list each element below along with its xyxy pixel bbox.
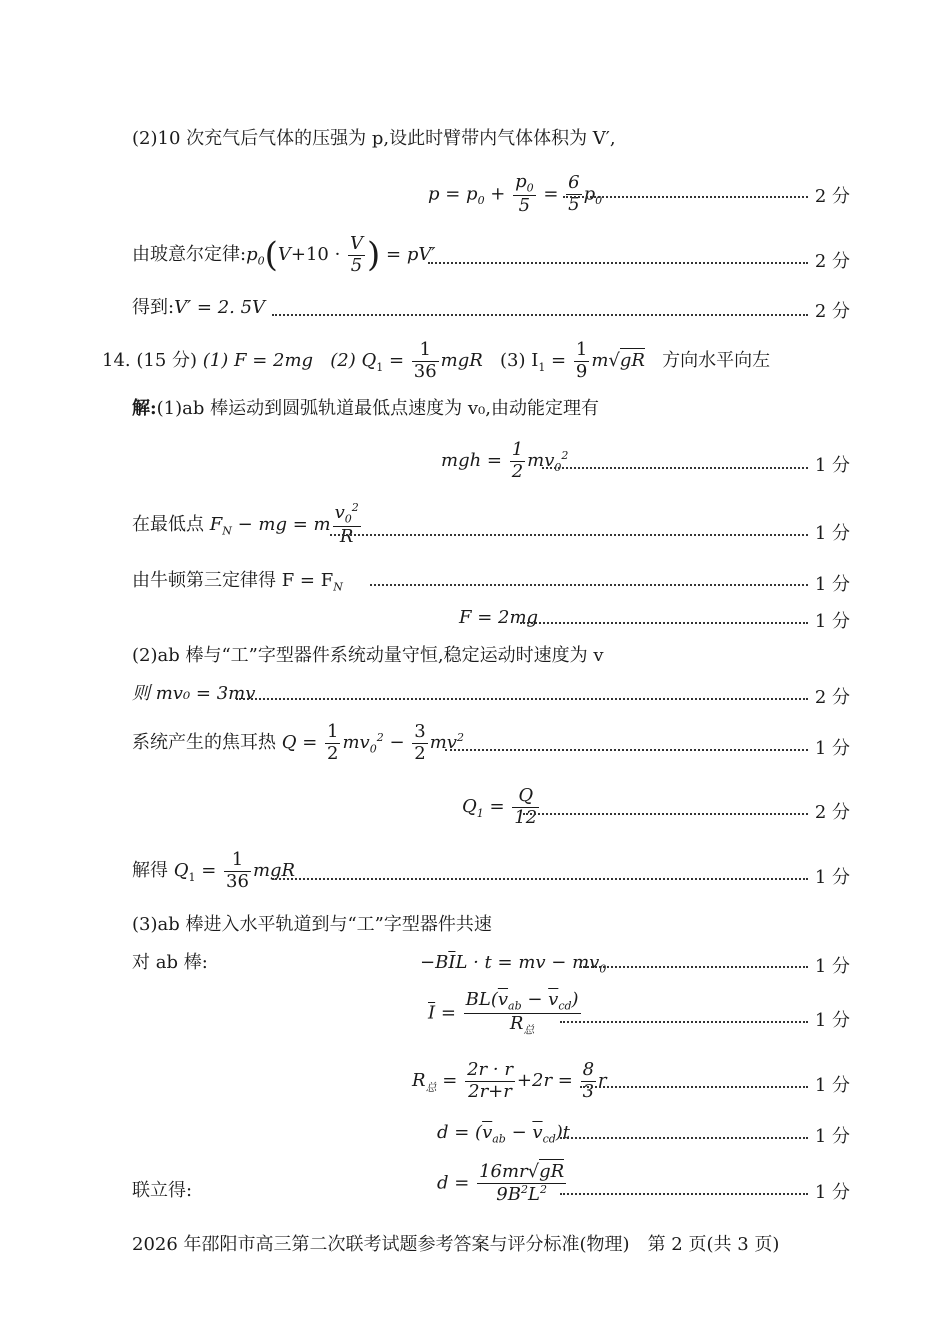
score: 1 分: [814, 738, 850, 759]
score: 1 分: [814, 1126, 850, 1147]
formula-q1: $Q_1$ = $\frac{Q}{12}$: [462, 785, 538, 828]
score: 2 分: [814, 186, 850, 207]
dot-leader: [580, 966, 808, 968]
s3-intro: (3)ab 棒进入水平轨道到与“工”字型器件共速: [132, 914, 492, 935]
dot-leader: [370, 584, 808, 586]
s2-intro: (2)ab 棒与“工”字型器件系统动量守恒,稳定运动时速度为 v: [132, 645, 604, 666]
dot-leader: [523, 813, 808, 815]
newton3-line: 由牛顿第三定律得 $F = F_N$: [132, 570, 343, 594]
result-value: V′ = 2. 5V: [174, 297, 266, 318]
for-ab: 对 ab 棒:: [132, 952, 208, 973]
q14-direction: 方向水平向左: [662, 350, 771, 372]
momentum-line: 则 mv₀ = 3mv: [132, 683, 256, 704]
lowest-label: 在最低点: [132, 513, 204, 535]
dot-leader: [272, 314, 808, 316]
score: 1 分: [814, 1075, 850, 1096]
dot-leader: [330, 534, 808, 536]
dot-leader: [542, 467, 808, 469]
part2-intro: (2)10 次充气后气体的压强为 p,设此时臂带内气体体积为 V′,: [132, 128, 616, 149]
score: 1 分: [814, 574, 850, 595]
formula-energy: mgh = $\frac{1}{2}$ $mv_0^2$: [441, 439, 569, 482]
solve-label: 解得: [132, 860, 168, 882]
dot-leader: [428, 262, 808, 264]
formula-heat: 系统产生的焦耳热 Q = $\frac{1}{2}$ $mv_0^2$ − $\frac{3}{2}$ $mv^2$: [132, 721, 464, 764]
q14-answer-3: (3) I: [499, 350, 539, 372]
score: 1 分: [814, 455, 850, 476]
formula-q1-solve: 解得 $Q_1$ = $\frac{1}{36}$ mgR: [132, 849, 296, 892]
formula-pressure: $p = p_0$ + $\frac{p_0}{5}$ = $\frac{6}{5}$ $p_0$: [428, 171, 603, 217]
heat-label: 系统产生的焦耳热: [132, 732, 276, 754]
score: 2 分: [814, 251, 850, 272]
score: 1 分: [814, 523, 850, 544]
s1-intro: (1)ab 棒运动到圆弧轨道最低点速度为 v₀,由动能定理有: [156, 398, 599, 419]
dot-leader: [272, 878, 808, 880]
solution-label: 解:: [132, 398, 157, 419]
dot-leader: [520, 622, 808, 624]
formula-d-final: d = $\frac{16mr√gR}{9B^2L^2}$: [437, 1161, 565, 1205]
score: 2 分: [814, 301, 850, 322]
dot-leader: [560, 1021, 808, 1023]
score: 2 分: [814, 802, 850, 823]
score: 1 分: [814, 956, 850, 977]
newton3: 由牛顿第三定律得 F = F: [132, 570, 334, 591]
q14-header: 14. (15 分) (1) F = 2mg (2) $Q_1$ = $\frac{1}{36}$ mgR (3) $I_1$ = $\frac{1}{9}$ m√gR 方向水平向左: [102, 339, 771, 382]
score: 1 分: [814, 867, 850, 888]
solution-intro: [132, 398, 599, 420]
formula-distance: $d = (\overline{v}_{ab} - \overline{v}_{cd})t$: [437, 1122, 571, 1146]
dot-leader: [563, 196, 808, 198]
score: 1 分: [814, 1010, 850, 1031]
dot-leader: [580, 1086, 808, 1088]
combine-label: 联立得:: [132, 1180, 193, 1201]
dot-leader: [445, 749, 808, 751]
boyle-label: 由玻意尔定律:: [132, 244, 247, 266]
score: 2 分: [814, 687, 850, 708]
q14-number: 14.: [102, 350, 131, 372]
q14-answer-1: (1) F = 2mg: [202, 350, 314, 372]
formula-lowest: 在最低点 $F_N$ − mg = m $\frac{v_0^2}{R}$: [132, 501, 359, 548]
dot-leader: [560, 1193, 808, 1195]
result-label: 得到:: [132, 297, 175, 318]
page-footer: 2026 年邵阳市高三第二次联考试题参考答案与评分标准(物理) 第 2 页(共 3 页): [132, 1234, 780, 1255]
formula-impulse: $-B\overline{I}L \cdot t$ = mv − $mv_0$: [420, 952, 607, 976]
f-result: F = 2mg: [459, 607, 539, 628]
formula-avg-current: $\overline{I}$ = $\frac{BL(\overline{v}_{ab} - \overline{v}_{cd})}{R_总}$: [428, 989, 579, 1037]
result-line: [132, 297, 265, 319]
formula-resistance: $R_总$ = $\frac{2r \cdot r}{2r+r}$ +2r = $\frac{8}{3}$ r: [412, 1059, 607, 1102]
dot-leader: [560, 1137, 808, 1139]
score: 1 分: [814, 1182, 850, 1203]
dot-leader: [236, 698, 808, 700]
q14-score: (15 分): [136, 350, 198, 372]
q14-answer-2: (2) Q: [330, 350, 377, 372]
score: 1 分: [814, 611, 850, 632]
formula-boyle: 由玻意尔定律$:p_0(V+10$ · $\frac{V}{5}$ ) = pV′: [132, 233, 436, 276]
